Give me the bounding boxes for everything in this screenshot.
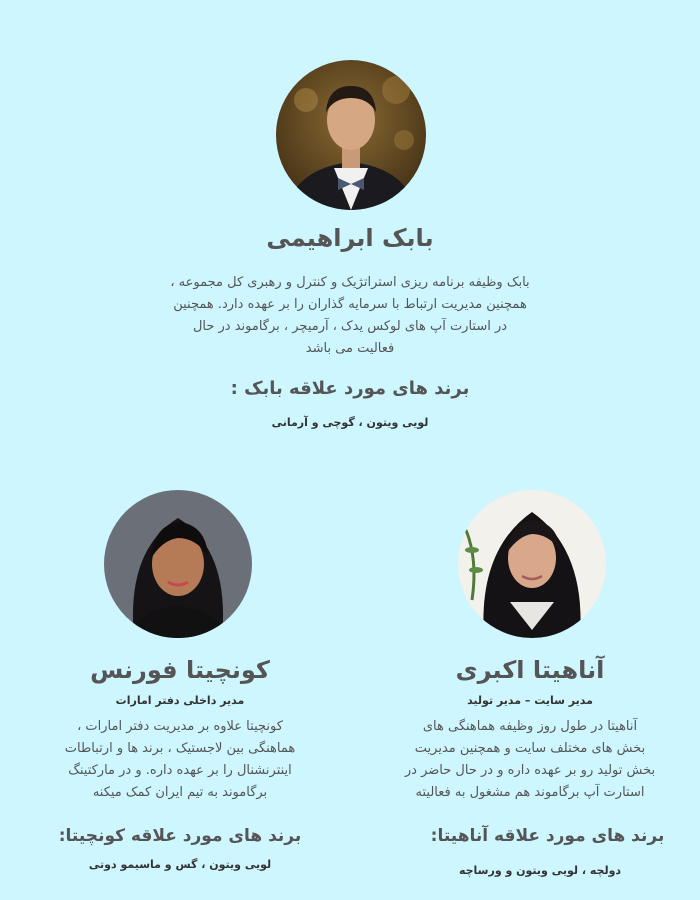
konchita-avatar: [104, 490, 252, 638]
babak-bio-line: بابک وظیفه برنامه ریزی استراتژیک و کنترل و رهبری کل مجموعه ،: [170, 275, 530, 290]
babak-bio-line: همچنین مدیریت ارتباط با سرمایه گذاران را بر عهده دارد. همچنین: [173, 297, 527, 312]
babak-bio-line: فعالیت می باشد: [305, 341, 395, 356]
konchita-name: کونچیتا فورنس: [90, 656, 270, 684]
anahita-role: مدیر سایت – مدیر تولید: [467, 694, 593, 707]
konchita-bio-line: برگاموند به تیم ایران کمک میکنه: [92, 785, 268, 800]
konchita-bio-line: کونچیتا علاوه بر مدیریت دفتر امارات ،: [77, 719, 283, 734]
konchita-brands-title: برند های مورد علاقه کونچیتا:: [58, 826, 302, 846]
konchita-role: مدیر داخلی دفتر امارات: [115, 694, 245, 707]
anahita-avatar: [458, 490, 606, 638]
anahita-bio-line: آناهیتا در طول روز وظیفه هماهنگی های: [422, 719, 638, 734]
konchita-bio-line: اینترنشنال را بر عهده داره. و در مارکتینگ: [68, 763, 292, 778]
konchita-bio: [20, 716, 340, 804]
anahita-bio-line: استارت آپ برگاموند هم مشغول به فعالیته: [415, 785, 645, 800]
anahita-name: آناهیتا اکبری: [455, 656, 605, 684]
babak-avatar: [276, 60, 426, 210]
babak-name: بابک ابراهیمی: [266, 224, 434, 252]
anahita-brands-title: برند های مورد علاقه آناهیتا:: [430, 826, 665, 846]
konchita-brands: لویی ویتون ، گس و ماسیمو دوتی: [88, 858, 272, 871]
anahita-bio-line: بخش های مختلف سایت و همچنین مدیریت: [414, 741, 646, 756]
babak-brands-title: برند های مورد علاقه بابک :: [230, 378, 470, 399]
babak-bio: [110, 272, 590, 360]
anahita-bio-line: بخش تولید رو بر عهده داره و در حال حاضر در: [404, 763, 656, 778]
anahita-bio: [360, 716, 700, 804]
konchita-bio-line: هماهنگی بین لاجستیک ، برند ها و ارتباطات: [64, 741, 296, 756]
babak-bio-line: در استارت آپ های لوکس یدک ، آرمیچر ، برگاموند در حال: [192, 319, 508, 334]
anahita-brands: دولچه ، لویی ویتون و ورساچه: [458, 864, 622, 877]
babak-brands: لویی ویتون ، گوچی و آرمانی: [271, 416, 429, 429]
